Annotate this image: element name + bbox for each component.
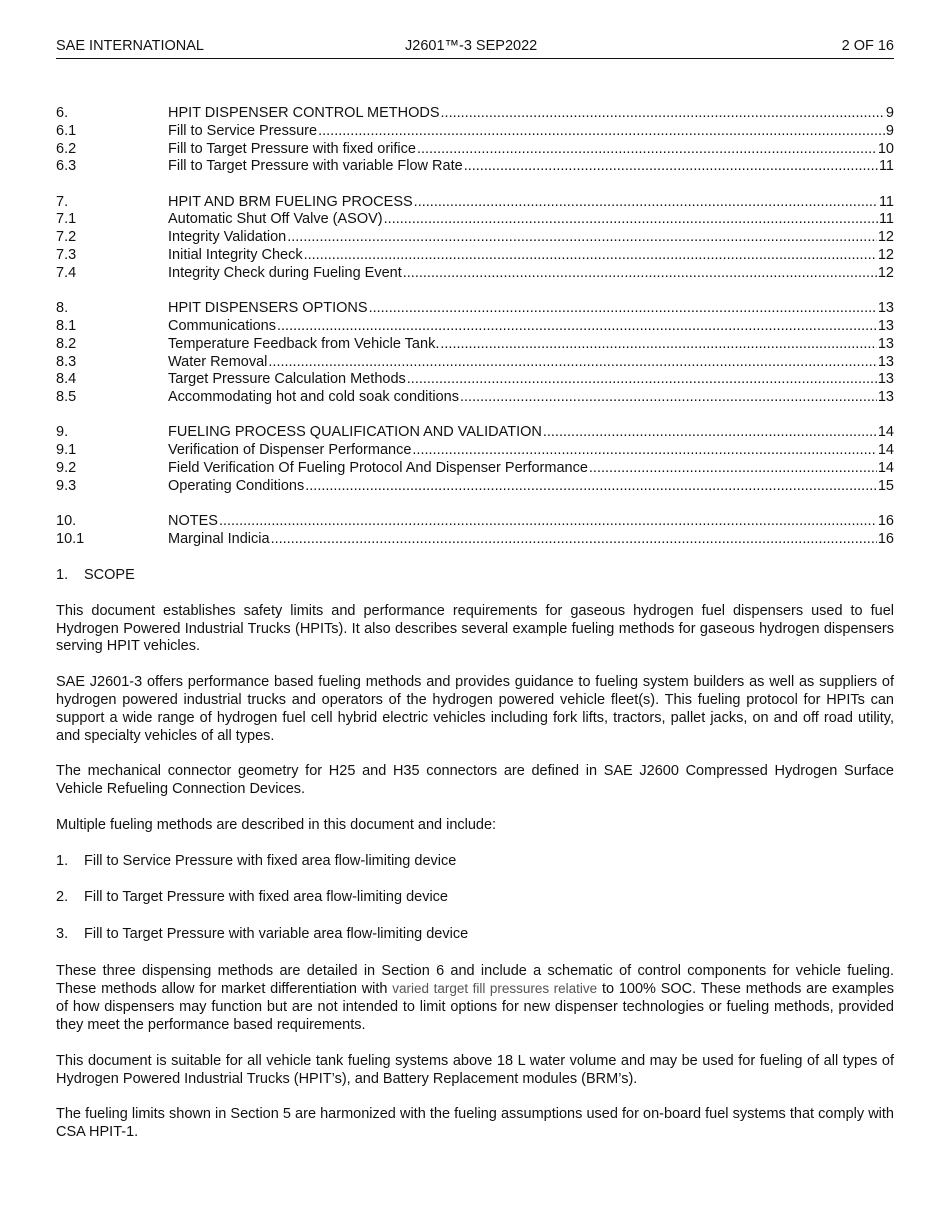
toc-group [56, 424, 894, 495]
toc-entry-page: 13 [877, 353, 894, 370]
toc-dot-leader [414, 194, 878, 212]
toc-entry-number: 8.1 [56, 317, 77, 334]
list-item-text: Fill to Target Pressure with variable area flow-limiting device [84, 925, 469, 942]
scope-section [56, 567, 894, 1160]
toc-entry[interactable] [56, 123, 894, 141]
toc-entry-title: Initial Integrity Check [168, 247, 303, 264]
toc-entry-title: Fill to Target Pressure with fixed orifice [168, 140, 416, 157]
toc-entry-title: Communications [168, 317, 276, 334]
section-heading [56, 567, 894, 585]
toc-entry-number: 6.3 [56, 158, 77, 175]
toc-dot-leader [277, 318, 877, 336]
toc-dot-leader [271, 531, 877, 549]
section-heading-number: 1. [56, 567, 69, 583]
toc-entry-number: 9.3 [56, 477, 77, 494]
toc-entry-title: Verification of Dispenser Performance [168, 442, 412, 459]
toc-entry-page: 15 [877, 477, 894, 494]
toc-entry-page: 16 [877, 513, 894, 530]
toc-entry[interactable] [56, 371, 894, 389]
fueling-methods-list [56, 853, 894, 944]
toc-entry[interactable] [56, 318, 894, 336]
toc-entry-page: 11 [878, 158, 894, 175]
list-item-text: Fill to Service Pressure with fixed area flow-limiting device [84, 852, 457, 869]
list-item-text: Fill to Target Pressure with fixed area flow-limiting device [84, 889, 448, 906]
list-item [56, 889, 894, 907]
toc-dot-leader [305, 478, 877, 496]
scope-paragraph-4: Multiple fueling methods are described in this document and include: [56, 816, 497, 833]
toc-entry[interactable] [56, 354, 894, 372]
toc-dot-leader [384, 211, 878, 229]
toc-entry-page: 14 [877, 460, 894, 477]
toc-entry-title: Fill to Service Pressure [168, 122, 318, 139]
toc-entry[interactable] [56, 211, 894, 229]
list-item-number: 3. [56, 925, 69, 942]
toc-entry[interactable] [56, 336, 894, 354]
toc-entry-number: 7. [56, 193, 69, 210]
header-document-id: J2601™-3 SEP2022 [405, 38, 538, 54]
toc-entry-number: 8.2 [56, 335, 77, 352]
toc-entry-page: 11 [878, 193, 894, 210]
toc-dot-leader [589, 460, 877, 478]
toc-dot-leader [287, 229, 877, 247]
page-header [56, 38, 894, 59]
toc-dot-leader [412, 442, 876, 460]
list-item-number: 2. [56, 889, 69, 906]
toc-entry[interactable] [56, 158, 894, 176]
toc-entry-title: HPIT DISPENSER CONTROL METHODS [168, 105, 440, 121]
toc-entry-number: 9.1 [56, 442, 77, 459]
toc-entry-page: 14 [877, 442, 894, 459]
toc-entry-page: 12 [877, 264, 894, 281]
toc-entry-page: 16 [877, 530, 894, 547]
toc-entry-number: 9. [56, 424, 69, 441]
table-of-contents [56, 105, 894, 566]
scope-paragraph-6: This document is suitable for all vehicle tank fueling systems above 18 L water volume and may be used for fueling of all types of Hydrogen Powered Industrial Trucks (HPIT’s), and Battery Replacement modules (BRM’s). [56, 1052, 894, 1087]
toc-dot-leader [464, 158, 878, 176]
toc-entry-page: 12 [877, 229, 894, 246]
toc-entry[interactable] [56, 265, 894, 283]
toc-entry-title: Water Removal [168, 353, 268, 370]
toc-entry-number: 8.3 [56, 353, 77, 370]
toc-entry-page: 13 [877, 300, 894, 317]
toc-entry-title: FUELING PROCESS QUALIFICATION AND VALIDATION [168, 424, 542, 441]
scope-paragraph-5-part-3: to 100% SOC. These methods are examples of how dispensers may function but are not intended to limit options for new dispenser technologies or fueling methods, provided they meet the performance based requirements. [56, 981, 894, 1033]
scope-paragraph-5-inserted-text: varied target fill pressures relative [392, 981, 598, 997]
list-item [56, 926, 894, 944]
toc-entry-number: 8.4 [56, 371, 77, 388]
toc-dot-leader [543, 424, 877, 442]
toc-entry-title: Temperature Feedback from Vehicle Tank. [168, 335, 440, 352]
toc-entry[interactable] [56, 389, 894, 407]
toc-entry-page: 12 [877, 247, 894, 264]
scope-paragraph-1: This document establishes safety limits and performance requirements for gaseous hydrogen fuel dispensers used to fuel Hydrogen Powered Industrial Trucks (HPITs). It also describes several example fueling methods for gaseous hydrogen dispensers serving HPIT vehicles. [56, 602, 894, 655]
toc-entry-title: Integrity Validation [168, 229, 287, 246]
toc-entry-title: Automatic Shut Off Valve (ASOV) [168, 211, 383, 228]
toc-entry[interactable] [56, 141, 894, 159]
toc-entry-page: 10 [877, 140, 894, 157]
toc-entry-number: 9.2 [56, 460, 77, 477]
toc-entry-number: 6.1 [56, 122, 77, 139]
toc-dot-leader [403, 265, 877, 283]
toc-entry-number: 7.4 [56, 264, 77, 281]
toc-entry[interactable] [56, 105, 894, 123]
toc-entry-number: 7.2 [56, 229, 77, 246]
toc-dot-leader [407, 371, 877, 389]
toc-dot-leader [304, 247, 877, 265]
toc-entry-number: 8. [56, 300, 69, 317]
toc-entry-page: 13 [877, 371, 894, 388]
toc-entry[interactable] [56, 478, 894, 496]
toc-entry-title: Fill to Target Pressure with variable Flow Rate [168, 158, 463, 175]
list-item [56, 853, 894, 871]
toc-entry-page: 13 [877, 317, 894, 334]
scope-paragraph-2: SAE J2601-3 offers performance based fueling methods and provides guidance to fueling system builders as well as suppliers of hydrogen powered industrial trucks and operators of the hydrogen powered vehicle fleet(s). This fueling protocol for HPITs can support a wide range of hydrogen fuel cell hybrid electric vehicles including fork lifts, tractors, pallet jacks, on and off road utility, and specialty vehicles of all types. [56, 674, 894, 744]
toc-dot-leader [318, 123, 885, 141]
scope-paragraph-5 [56, 963, 894, 1035]
toc-entry-title: HPIT DISPENSERS OPTIONS [168, 300, 368, 317]
toc-dot-leader [219, 513, 877, 531]
toc-entry-title: HPIT AND BRM FUELING PROCESS [168, 193, 413, 210]
toc-entry[interactable] [56, 442, 894, 460]
toc-entry-number: 6. [56, 105, 69, 121]
toc-entry[interactable] [56, 247, 894, 265]
scope-paragraph-3: The mechanical connector geometry for H25 and H35 connectors are defined in SAE J2600 Compressed Hydrogen Surface Vehicle Refueling Connection Devices. [56, 763, 894, 798]
toc-entry-page: 11 [878, 211, 894, 228]
toc-entry-number: 6.2 [56, 140, 77, 157]
toc-entry-title: Target Pressure Calculation Methods [168, 371, 406, 388]
toc-entry-number: 7.3 [56, 247, 77, 264]
toc-entry-number: 7.1 [56, 211, 77, 228]
toc-group [56, 194, 894, 283]
toc-entry-title: NOTES [168, 513, 218, 530]
toc-entry-page: 9 [885, 105, 894, 121]
toc-dot-leader [268, 354, 876, 372]
toc-entry-title: Integrity Check during Fueling Event [168, 264, 402, 281]
toc-dot-leader [440, 336, 877, 354]
header-page-number: 2 OF 16 [841, 38, 894, 54]
toc-entry-number: 10. [56, 513, 77, 530]
toc-entry-page: 14 [877, 424, 894, 441]
toc-entry-page: 9 [885, 122, 894, 139]
toc-group [56, 105, 894, 176]
toc-entry[interactable] [56, 300, 894, 318]
list-item-number: 1. [56, 852, 69, 869]
toc-entry-page: 13 [877, 389, 894, 406]
toc-group [56, 300, 894, 407]
toc-dot-leader [417, 141, 877, 159]
scope-paragraph-5-part-1: These three dispensing methods are detailed in Section 6 and include a schematic of control components for vehicle fueling. These methods allow for market differentiation with [56, 962, 894, 998]
toc-group [56, 513, 894, 549]
header-organization: SAE INTERNATIONAL [56, 38, 204, 54]
toc-entry[interactable] [56, 424, 894, 442]
section-heading-title: SCOPE [84, 567, 135, 583]
toc-dot-leader [441, 105, 885, 123]
toc-entry[interactable] [56, 513, 894, 531]
toc-entry[interactable] [56, 531, 894, 549]
toc-entry-title: Field Verification Of Fueling Protocol And Dispenser Performance [168, 460, 588, 477]
toc-entry[interactable] [56, 194, 894, 212]
scope-paragraph-7: The fueling limits shown in Section 5 are harmonized with the fueling assumptions used for on-board fuel systems that comply with CSA HPIT-1. [56, 1106, 894, 1141]
toc-entry-number: 10.1 [56, 530, 85, 547]
toc-entry-title: Marginal Indicia [168, 530, 270, 547]
toc-dot-leader [369, 300, 877, 318]
toc-entry-page: 13 [877, 335, 894, 352]
toc-entry-title: Operating Conditions [168, 477, 305, 494]
toc-entry[interactable] [56, 229, 894, 247]
toc-entry-title: Accommodating hot and cold soak conditions [168, 389, 459, 406]
toc-dot-leader [460, 389, 877, 407]
toc-entry[interactable] [56, 460, 894, 478]
toc-entry-number: 8.5 [56, 389, 77, 406]
